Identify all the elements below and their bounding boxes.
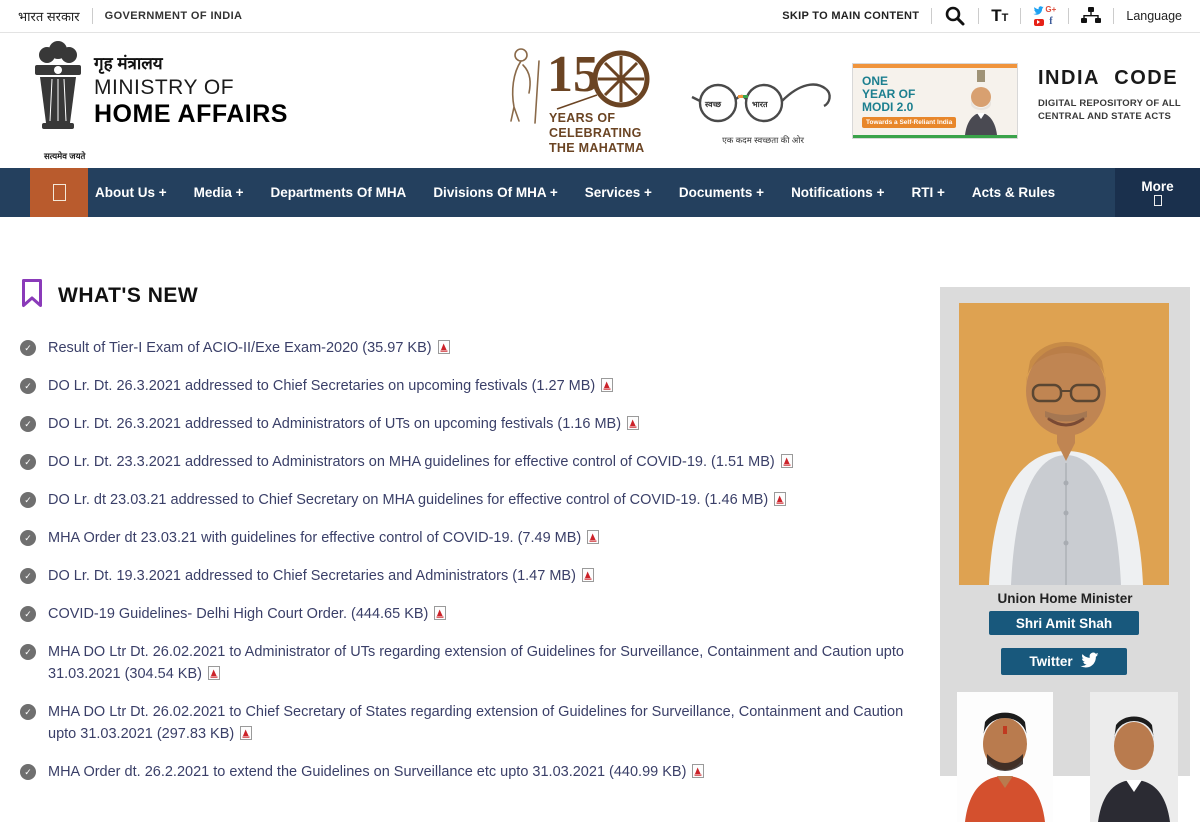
list-item [20,375,910,397]
search-icon[interactable] [944,5,966,27]
pdf-icon[interactable] [208,665,220,679]
more-chevron-icon [1154,195,1162,206]
check-bullet-icon: ✓ [20,704,36,720]
sitemap-icon[interactable] [1081,7,1101,25]
minister-title-label: Union Home Minister [997,591,1133,606]
home-icon [53,184,66,201]
divider [1020,8,1021,24]
list-item [20,337,910,359]
pdf-icon[interactable] [781,453,793,467]
pdf-icon[interactable] [240,725,252,739]
twitter-icon[interactable] [1033,6,1044,15]
google-plus-icon[interactable]: G+ [1045,5,1057,14]
youtube-icon[interactable] [1033,19,1044,26]
nav-notifications[interactable]: Notifications + [791,185,885,200]
india-code-subtitle: DIGITAL REPOSITORY OF ALL CENTRAL AND STATE ACTS [1038,98,1181,122]
whats-new-list [20,337,910,783]
check-bullet-icon: ✓ [20,340,36,356]
check-bullet-icon: ✓ [20,568,36,584]
check-bullet-icon: ✓ [20,530,36,546]
top-utility-bar [0,0,1200,33]
check-bullet-icon: ✓ [20,416,36,432]
social-media-icons[interactable] [1033,5,1056,28]
minister-sidebar [940,287,1190,776]
news-link[interactable]: MHA Order dt. 26.2.2021 to extend the Guidelines on Surveillance etc upto 31.03.2021 (440.99 KB) [48,764,687,780]
nav-rti[interactable]: RTI + [911,185,945,200]
pdf-icon[interactable] [587,529,599,543]
govt-of-india-label: GOVERNMENT OF INDIA [104,10,243,22]
mahatma-caption: YEARS OF CELEBRATING THE MAHATMA [549,111,645,155]
mahatma-150-years-logo [505,43,670,165]
facebook-icon[interactable]: f [1049,16,1053,27]
text-resize-icon[interactable]: T T [991,5,1009,25]
bharat-word: भारत [752,100,768,109]
banner-emblem-mark [977,70,985,82]
news-link[interactable]: MHA DO Ltr Dt. 26.02.2021 to Administrator of UTs regarding extension of Guidelines for Surveillance, Containment and Caution upto 31.03.2021 (304.54 KB) [48,644,904,682]
pdf-icon[interactable] [434,605,446,619]
nav-services[interactable]: Services + [584,185,652,200]
news-link[interactable]: DO Lr. Dt. 23.3.2021 addressed to Administrators on MHA guidelines for effective control of COVID-19. (1.51 MB) [48,454,775,470]
skip-to-main-content-link[interactable]: SKIP TO MAIN CONTENT [782,10,920,22]
pdf-icon[interactable] [627,415,639,429]
nav-documents[interactable]: Documents + [678,185,765,200]
banner-orange-stripe [853,64,1017,68]
check-bullet-icon: ✓ [20,454,36,470]
whats-new-title: WHAT'S NEW [58,283,199,307]
news-link[interactable]: DO Lr. Dt. 26.3.2021 addressed to Administrators of UTs on upcoming festivals (1.16 MB) [48,416,622,432]
home-button[interactable] [30,168,88,217]
nav-more-button[interactable]: More [1115,168,1200,217]
check-bullet-icon: ✓ [20,644,36,660]
list-item [20,489,910,511]
list-item [20,701,910,745]
news-link[interactable]: DO Lr. Dt. 26.3.2021 addressed to Chief Secretaries on upcoming festivals (1.27 MB) [48,378,596,394]
pdf-icon[interactable] [774,491,786,505]
list-item [20,603,910,625]
twitter-button[interactable] [1001,648,1127,675]
national-emblem-logo[interactable] [30,39,86,161]
bookmark-icon [20,278,44,313]
news-link[interactable]: Result of Tier-I Exam of ACIO-II/Exe Exam-2020 (35.97 KB) [48,340,432,356]
divider [92,8,93,24]
swachh-bharat-logo [688,73,838,151]
list-item [20,451,910,473]
divider [1113,8,1114,24]
news-link[interactable]: DO Lr. Dt. 19.3.2021 addressed to Chief Secretaries and Administrators (1.47 MB) [48,568,576,584]
emblem-motto: सत्यमेव जयते [44,151,86,161]
ministry-title-block[interactable] [94,51,288,129]
modi-banner-tag: Towards a Self-Reliant India [862,117,956,128]
list-item [20,527,910,549]
pdf-icon[interactable] [438,339,450,353]
news-link[interactable]: COVID-19 Guidelines- Delhi High Court Order. (444.65 KB) [48,606,429,622]
nav-acts-rules[interactable]: Acts & Rules [971,185,1056,200]
govt-hindi-label: भारत सरकार [18,9,80,24]
main-navigation [0,168,1200,217]
language-selector[interactable]: Language [1126,9,1182,23]
news-link[interactable]: MHA DO Ltr Dt. 26.02.2021 to Chief Secretary of States regarding extension of Guidelines for Surveillance, Containment and Caution upto 31.03.2021 (297.83 KB) [48,704,904,742]
pdf-icon[interactable] [601,377,613,391]
swachh-word: स्वच्छ [705,100,722,109]
home-minister-photo [959,303,1169,585]
list-item [20,761,910,783]
swachh-tagline: एक कदम स्वच्छता की ओर [722,135,804,145]
check-bullet-icon: ✓ [20,492,36,508]
nav-about-us[interactable]: About Us + [95,185,167,200]
modi-2-banner[interactable] [852,63,1018,139]
twitter-button-label: Twitter [1029,654,1073,669]
whats-new-section [20,278,910,799]
india-code-block[interactable] [1038,67,1198,123]
check-bullet-icon: ✓ [20,764,36,780]
check-bullet-icon: ✓ [20,378,36,394]
banner-green-stripe [853,135,1017,138]
nav-departments-of-mha[interactable]: Departments Of MHA [270,185,407,200]
minister-of-state-photo-2 [1090,692,1178,822]
check-bullet-icon: ✓ [20,606,36,622]
minister-of-state-photo-1 [957,692,1053,822]
news-link[interactable]: DO Lr. dt 23.03.21 addressed to Chief Secretary on MHA guidelines for effective control of COVID-19. (1.46 MB) [48,492,769,508]
list-item [20,641,910,685]
divider [978,8,979,24]
ministry-name-line1: MINISTRY OF [94,76,235,99]
pdf-icon[interactable] [692,763,704,777]
list-item [20,413,910,435]
modi-portrait [959,83,1003,135]
india-code-title: INDIA CODE [1038,67,1179,89]
ministry-name-hindi: गृह मंत्रालय [94,54,163,73]
minister-name-button[interactable]: Shri Amit Shah [989,611,1139,635]
nav-media[interactable]: Media + [193,185,244,200]
nav-divisions-of-mha[interactable]: Divisions Of MHA + [433,185,558,200]
modi-banner-text: ONE YEAR OF MODI 2.0 [862,74,916,114]
divider [931,8,932,24]
divider [1068,8,1069,24]
twitter-bird-icon [1080,652,1099,671]
site-header [0,33,1200,168]
list-item [20,565,910,587]
ministry-name-line2: HOME AFFAIRS [94,100,288,128]
news-link[interactable]: MHA Order dt 23.03.21 with guidelines for effective control of COVID-19. (7.49 MB) [48,530,582,546]
mahatma-150-number: 15 [547,46,599,103]
pdf-icon[interactable] [582,567,594,581]
